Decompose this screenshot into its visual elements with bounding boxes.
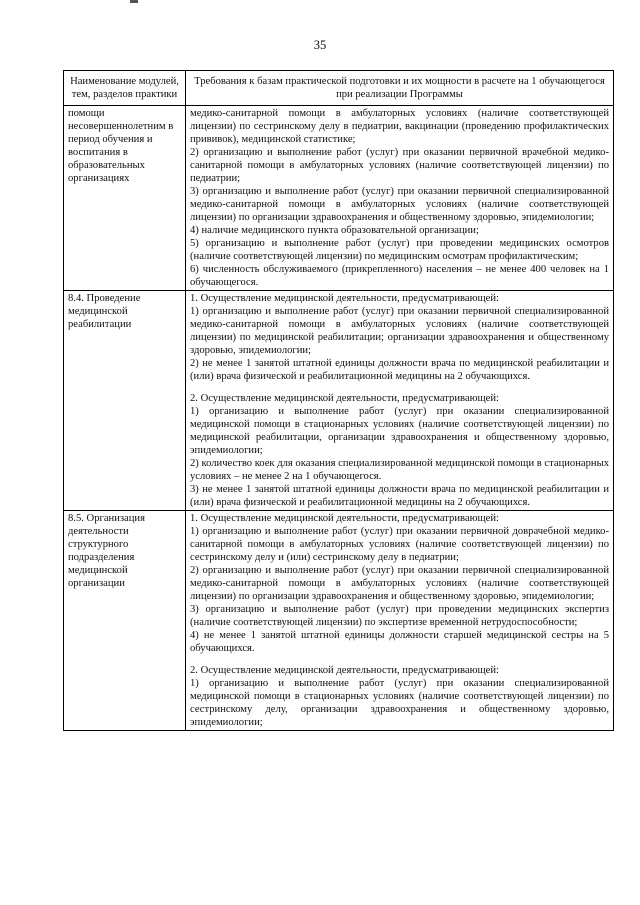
table-row (64, 511, 614, 731)
page-number: 35 (313, 38, 327, 52)
requirement-item: 3) организацию и выполнение работ (услуг) при оказании первичной специализированной медико-санитарной помощи в амбулаторных условиях (наличие соответствующей лицензии) по организации здравоохранения и общественному здоровью, эпидемиологии; (190, 186, 609, 223)
scan-mark (130, 0, 138, 3)
requirement-item: 1. Осуществление медицинской деятельности, предусматривающей: (190, 513, 499, 524)
requirements-cell (186, 106, 614, 291)
module-cell: помощи несовершеннолетним в период обучения и воспитания в образовательных организациях (64, 106, 186, 291)
requirement-item: 4) не менее 1 занятой штатной единицы должности старшей медицинской сестры на 5 обучающихся. (190, 630, 609, 654)
requirement-item: 2. Осуществление медицинской деятельности, предусматривающей: (190, 393, 499, 404)
requirement-item: 5) организацию и выполнение работ (услуг) при проведении медицинских осмотров (наличие соответствующей лицензии) по медицинским осмотрам профилактическим; (190, 238, 609, 262)
requirements-cell (186, 511, 614, 731)
requirement-item: 1) организацию и выполнение работ (услуг) при оказании специализированной медицинской помощи в стационарных условиях (наличие соответствующей лицензии) по медицинской реабилитации, организации здравоохранения и общественному здоровью, эпидемиологии; (190, 406, 609, 456)
requirement-item: 2) не менее 1 занятой штатной единицы должности врача по медицинской реабилитации и (или) врача физической и реабилитационной медицины на 2 обучающихся. (190, 358, 609, 382)
requirement-item: 2) организацию и выполнение работ (услуг) при оказании первичной специализированной медико-санитарной помощи в амбулаторных условиях (наличие соответствующей лицензии) по организации здравоохранения и общественному здоровью, эпидемиологии; (190, 565, 609, 602)
requirement-item: 1) организацию и выполнение работ (услуг) при оказании первичной специализированной медико-санитарной помощи в амбулаторных условиях (наличие соответствующей лицензии) по медицинской реабилитации; организации здравоохранения и общественному здоровью, эпидемиологии; (190, 306, 609, 356)
requirement-item: 1) организацию и выполнение работ (услуг) при оказании первичной доврачебной медико-санитарной помощи в амбулаторных условиях (наличие соответствующей лицензии) по сестринскому делу и (или) сестринскому делу в педиатрии; (190, 526, 609, 563)
requirement-item: 1. Осуществление медицинской деятельности, предусматривающей: (190, 293, 499, 304)
table-row (64, 291, 614, 511)
requirement-item: 2) организацию и выполнение работ (услуг) при оказании первичной врачебной медико-санитарной помощи в амбулаторных условиях (наличие соответствующей лицензии) по педиатрии; (190, 147, 609, 184)
requirement-item: 3) организацию и выполнение работ (услуг) при проведении медицинских экспертиз (наличие соответствующей лицензии) по экспертизе временной нетрудоспособности; (190, 604, 609, 628)
requirement-item: 4) наличие медицинского пункта образовательной организации; (190, 225, 479, 236)
header-modules: Наименование модулей, тем, разделов практики (64, 71, 186, 106)
requirement-item: 1) организацию и выполнение работ (услуг) при оказании специализированной медицинской помощи в стационарных условиях (наличие соответствующей лицензии) по сестринскому делу, организации здравоохранения и общественному здоровью, эпидемиологии; (190, 678, 609, 728)
requirement-item: 6) численность обслуживаемого (прикрепленного) населения – не менее 400 человек на 1 обучающегося. (190, 264, 609, 288)
module-cell: 8.5. Организация деятельности структурного подразделения медицинской организации (64, 511, 186, 731)
module-cell: 8.4. Проведение медицинской реабилитации (64, 291, 186, 511)
requirement-item: 3) не менее 1 занятой штатной единицы должности врача по медицинской реабилитации и (или) врача физической и реабилитационной медицины на 2 обучающихся. (190, 484, 609, 508)
requirement-item: медико-санитарной помощи в амбулаторных условиях (наличие соответствующей лицензии) по сестринскому делу в педиатрии, вакцинации (проведению профилактических прививок), медицинской статистике; (190, 108, 609, 145)
header-requirements: Требования к базам практической подготовки и их мощности в расчете на 1 обучающегося при реализации Программы (186, 71, 614, 106)
requirements-table (63, 70, 614, 731)
requirement-item: 2. Осуществление медицинской деятельности, предусматривающей: (190, 665, 499, 676)
table-row (64, 106, 614, 291)
requirement-item: 2) количество коек для оказания специализированной медицинской помощи в стационарных условиях – не менее 2 на 1 обучающегося. (190, 458, 609, 482)
table-header-row (64, 71, 614, 106)
requirements-cell (186, 291, 614, 511)
